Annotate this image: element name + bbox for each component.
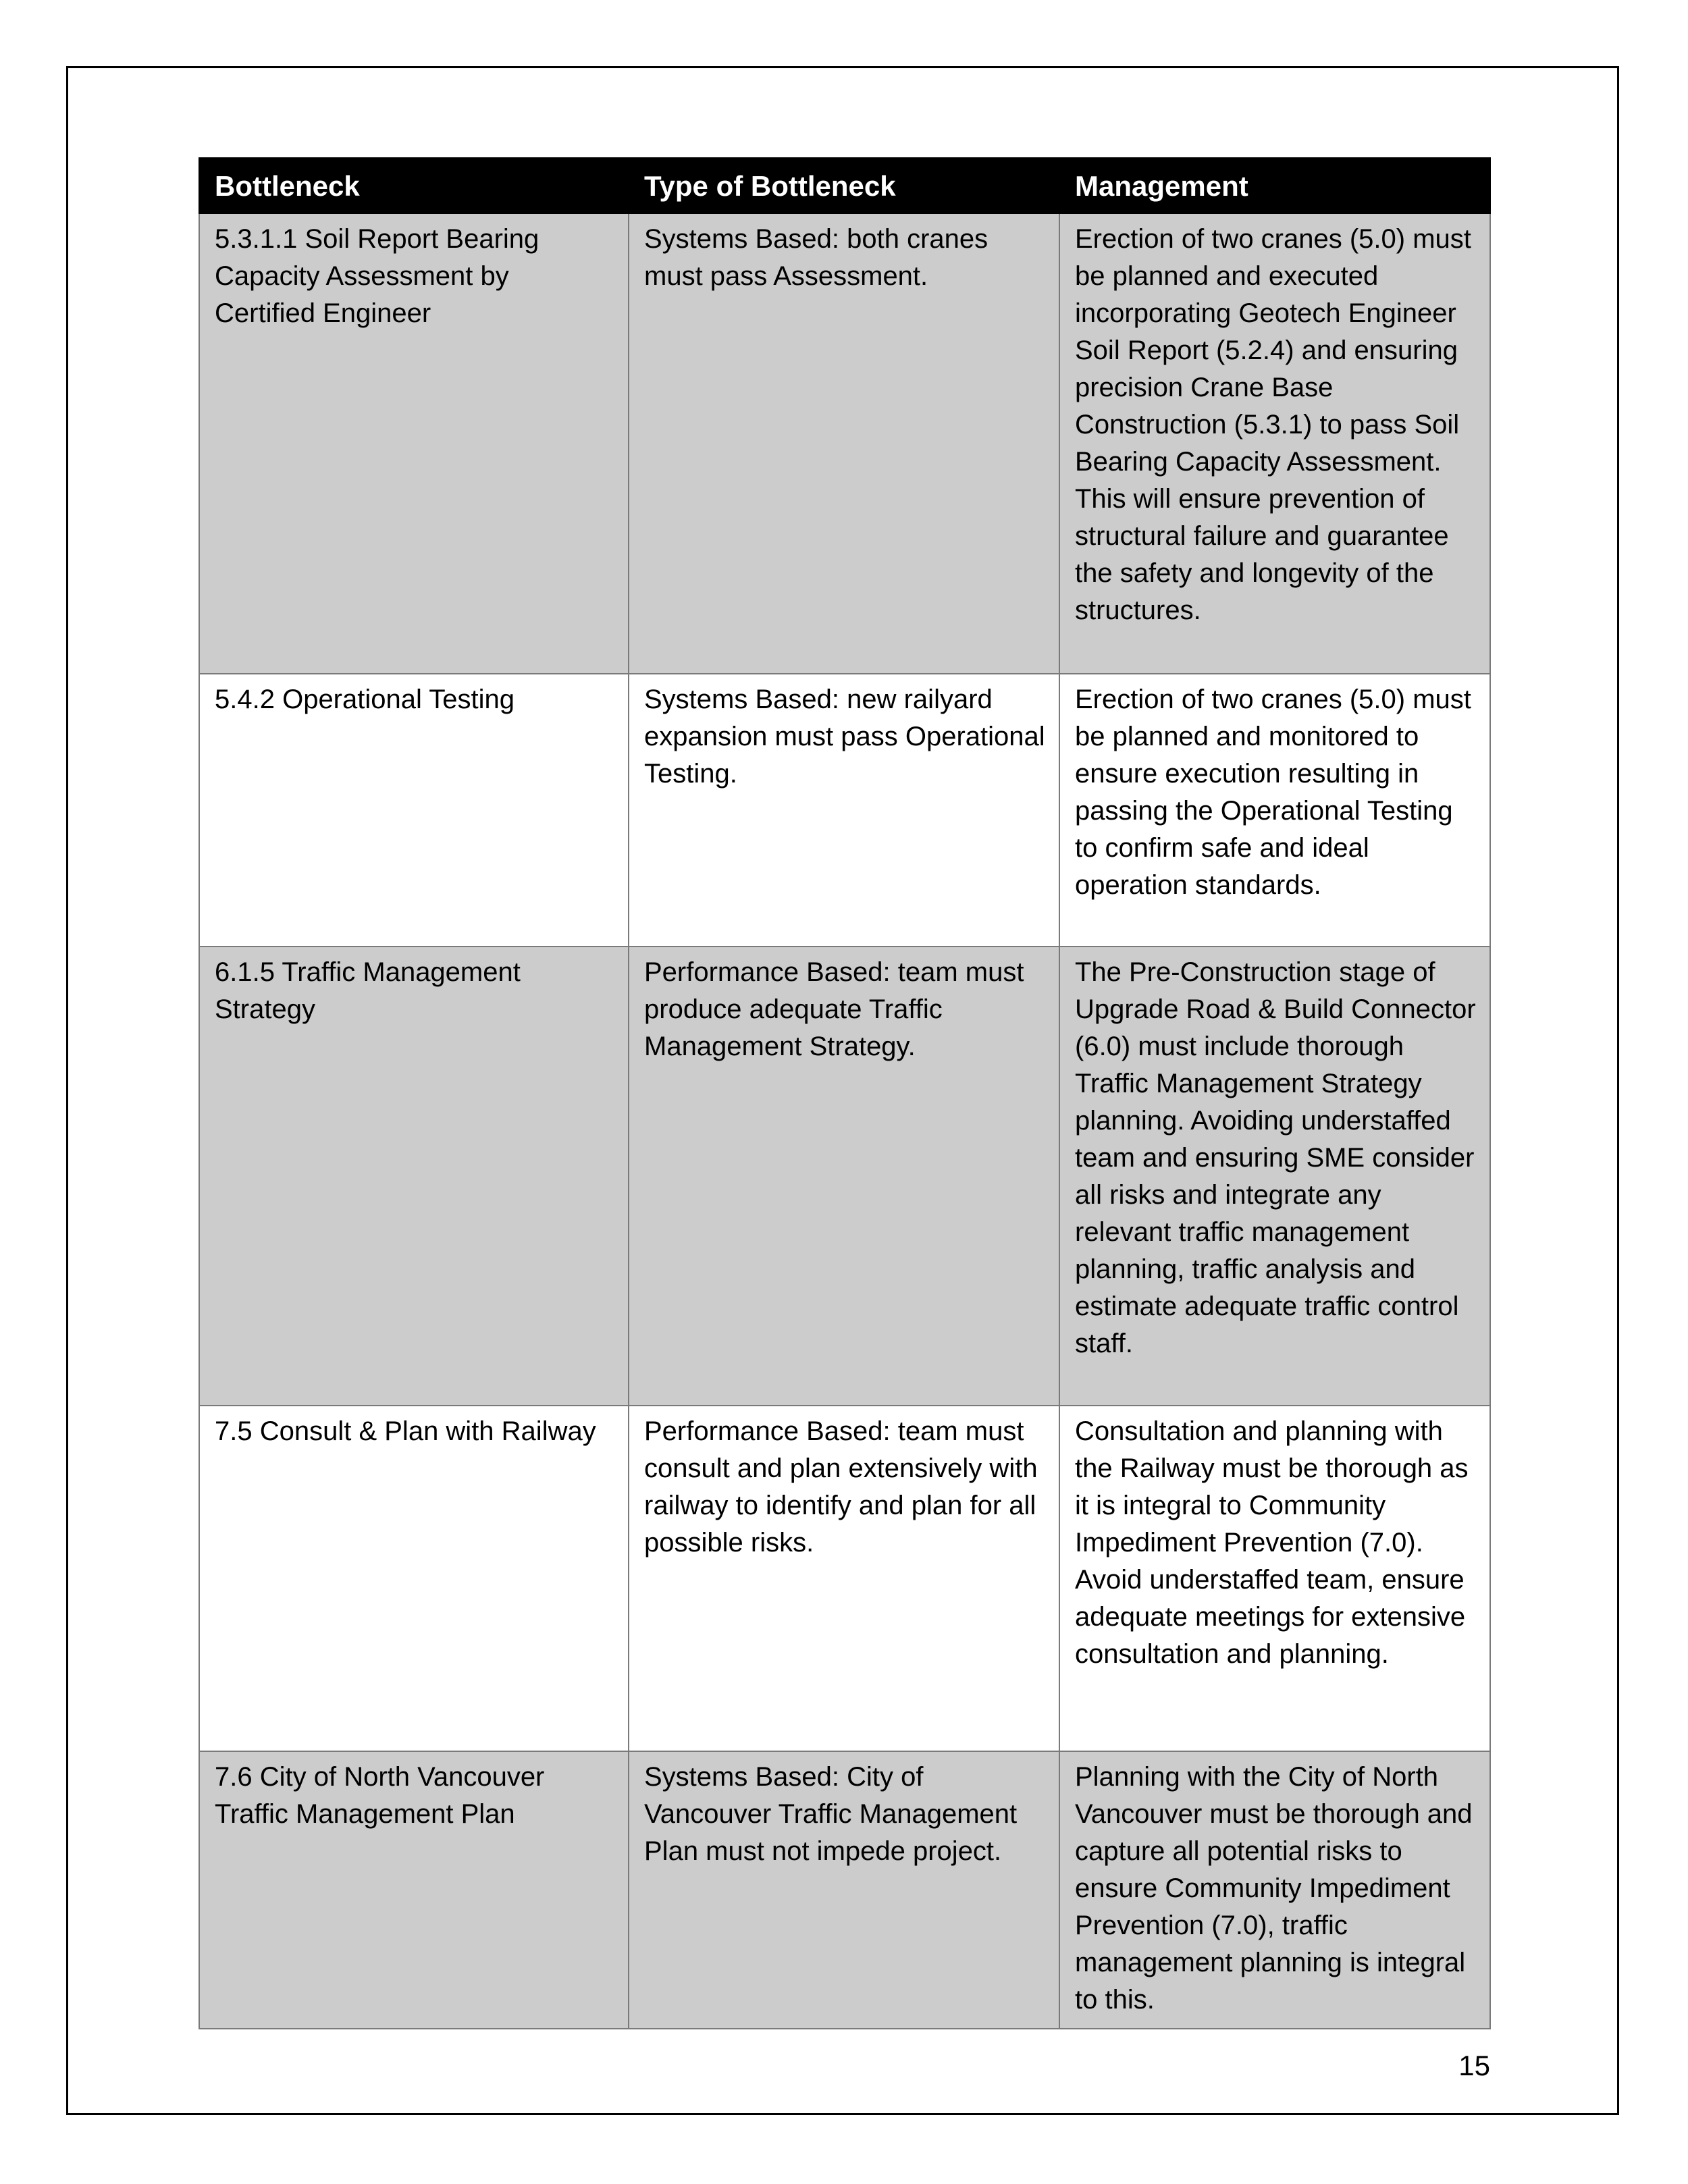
type-cell: Performance Based: team must consult and plan extensively with railway to identify and plan for all possible risks.	[629, 1406, 1059, 1751]
page-number: 15	[1458, 2050, 1490, 2081]
type-cell: Systems Based: both cranes must pass Assessment.	[629, 213, 1059, 674]
bottleneck-cell: 7.5 Consult & Plan with Railway	[199, 1406, 629, 1751]
bottleneck-cell: 6.1.5 Traffic Management Strategy	[199, 947, 629, 1406]
header-management: Management	[1059, 158, 1490, 213]
bottleneck-table	[199, 157, 1491, 2029]
table-row	[199, 1751, 1490, 2029]
table-header-row	[199, 158, 1490, 213]
management-cell: Erection of two cranes (5.0) must be planned and executed incorporating Geotech Engineer Soil Report (5.2.4) and ensuring precision Crane Base Construction (5.3.1) to pass Soil Bearing Capacity Assessment. This will ensure prevention of structural failure and guarantee the safety and longevity of the structures.	[1059, 213, 1490, 674]
bottleneck-cell: 5.4.2 Operational Testing	[199, 674, 629, 947]
management-cell: Erection of two cranes (5.0) must be planned and monitored to ensure execution resulting in passing the Operational Testing to confirm safe and ideal operation standards.	[1059, 674, 1490, 947]
type-cell: Performance Based: team must produce adequate Traffic Management Strategy.	[629, 947, 1059, 1406]
table-row	[199, 213, 1490, 674]
table-row	[199, 674, 1490, 947]
header-type-of-bottleneck: Type of Bottleneck	[629, 158, 1059, 213]
table-row	[199, 1406, 1490, 1751]
header-bottleneck: Bottleneck	[199, 158, 629, 213]
bottleneck-cell: 7.6 City of North Vancouver Traffic Management Plan	[199, 1751, 629, 2029]
table-row	[199, 947, 1490, 1406]
type-cell: Systems Based: new railyard expansion must pass Operational Testing.	[629, 674, 1059, 947]
type-cell: Systems Based: City of Vancouver Traffic Management Plan must not impede project.	[629, 1751, 1059, 2029]
management-cell: The Pre-Construction stage of Upgrade Road & Build Connector (6.0) must include thorough Traffic Management Strategy planning. Avoiding understaffed team and ensuring SME consider all risks and integrate any relevant traffic management planning, traffic analysis and estimate adequate traffic control staff.	[1059, 947, 1490, 1406]
bottleneck-cell: 5.3.1.1 Soil Report Bearing Capacity Assessment by Certified Engineer	[199, 213, 629, 674]
management-cell: Consultation and planning with the Railway must be thorough as it is integral to Community Impediment Prevention (7.0). Avoid understaffed team, ensure adequate meetings for extensive consultation and planning.	[1059, 1406, 1490, 1751]
management-cell: Planning with the City of North Vancouver must be thorough and capture all potential risks to ensure Community Impediment Prevention (7.0), traffic management planning is integral to this.	[1059, 1751, 1490, 2029]
